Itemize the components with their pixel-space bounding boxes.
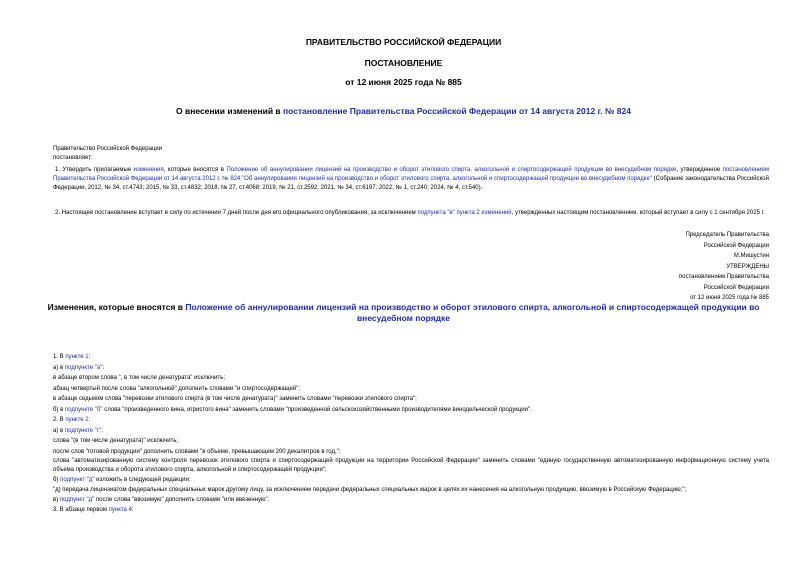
subject-prefix: О внесении изменений в xyxy=(176,106,283,116)
approved-label: УТВЕРЖДЕНЫ xyxy=(726,263,769,270)
changes-title xyxy=(40,302,767,324)
list-item: 3. В абзаце первом пункта 4: xyxy=(53,507,134,513)
signer-position-2: Российской Федерации xyxy=(703,242,769,249)
subpoint-d-link-2[interactable]: подпункт "д" xyxy=(59,496,95,503)
subject-heading xyxy=(0,106,807,116)
point2-text-1: 2. Настоящее постановление вступает в силу по истечении 7 дней после дня его официального опубликования, за исключением xyxy=(55,210,418,216)
list-item: а) в подпункте "а": xyxy=(53,364,105,371)
point-2 xyxy=(53,209,769,218)
point1-text-3: , утвержденное xyxy=(676,167,723,173)
list-item: "д) передача лицензиатом федеральных специальных марок другому лицу, за исключением передачи федеральных специальных марок в целях их нанесения на алкогольную продукцию, ввозимую в Российскую Федерацию;"; xyxy=(53,486,687,493)
decree-link[interactable]: постановлением Правительства Российской Федерации от 14 августа 2012 г. № 824 "Об аннулировании лицензий на производство и оборот этилового спирта, алкогольной и спиртосодержащей продукции во внесудебном порядке" xyxy=(53,167,769,182)
changes-list xyxy=(53,352,769,516)
date-number-heading: от 12 июня 2025 года № 885 xyxy=(345,77,462,87)
government-heading: ПРАВИТЕЛЬСТВО РОССИЙСКОЙ ФЕДЕРАЦИИ xyxy=(305,37,502,47)
changes-title-link[interactable]: Положение об аннулировании лицензий на производство и оборот этилового спирта, алкогольной и спиртосодержащей продукции во внесудебном порядке xyxy=(185,302,760,323)
point1-text-4: (Собрание законодательства Российской Федерации, 2012, № 34, ст.4743; 2015, № 33, ст.4832; 2018, № 27, ст.4068; 2019, № 21, ст.2592; 2021, № 34, ст.6197; 2022, № 1, ст.240; 2024, № 4, ст.540). xyxy=(53,176,770,191)
list-item: слова "автоматизированную систему контроля перевозок этилового спирта и спиртосодержащей продукции на территории Российской Федерации" заменить словами "единую государственную автоматизированную информационную систему учета объема производства и оборота этилового спирта, алкогольной и спиртосодержащей продукции"; xyxy=(53,458,769,473)
list-item: 1. В пункте 1: xyxy=(53,354,91,360)
subpoint-a-link[interactable]: подпункте "а" xyxy=(64,364,103,371)
list-item: в абзаце втором слова ", в том числе денатурата" исключить; xyxy=(53,375,226,381)
list-item: абзац четвертый после слова "алкогольной" дополнить словами "и спиртосодержащей"; xyxy=(53,385,301,392)
intro-block xyxy=(53,145,769,163)
point-2-link[interactable]: пункте 2 xyxy=(65,417,89,423)
subpoint-d-link[interactable]: подпункт "д" xyxy=(60,477,95,483)
signer-position-1: Председатель Правительства xyxy=(685,232,769,238)
changes-link[interactable]: изменения xyxy=(133,167,164,173)
point-1 xyxy=(53,166,769,193)
subpoint-b-link[interactable]: подпункте "б" xyxy=(64,406,103,413)
approved-by-3: от 12 июня 2025 года № 885 xyxy=(690,295,769,301)
approved-by-1: постановлением Правительства xyxy=(678,274,769,280)
point-4-link[interactable]: пункта 4 xyxy=(108,507,132,513)
intro-line-1: Правительство Российской Федерации xyxy=(53,146,163,152)
doc-type-heading: ПОСТАНОВЛЕНИЕ xyxy=(364,58,443,68)
list-item: слова "(в том числе денатурата)" исключить; xyxy=(53,438,179,444)
signer-name: М.Мишустин xyxy=(733,253,769,259)
subpoint-g-link[interactable]: подпункте "г" xyxy=(64,427,102,434)
list-item: после слов "готовой продукции" дополнить словами "в объеме, превышающем 200 декалитров в год,"; xyxy=(53,448,341,455)
point1-text-2: , которые вносятся в xyxy=(163,167,227,173)
regulation-link[interactable]: Положение об аннулировании лицензий на производство и оборот этилового спирта, алкогольной и спиртосодержащей продукции во внесудебном порядке xyxy=(226,167,677,173)
subpoint-link[interactable]: подпункта "в" пункта 2 изменений xyxy=(417,210,512,216)
signature-block xyxy=(469,230,769,304)
approved-by-2: Российской Федерации xyxy=(703,284,769,291)
point-1-link[interactable]: пункте 1 xyxy=(65,354,89,360)
subject-link[interactable]: постановление Правительства Российской Федерации от 14 августа 2012 г. № 824 xyxy=(283,106,631,116)
list-item: б) подпункт "д" изложить в следующей редакции: xyxy=(53,477,191,483)
intro-line-2: постановляет: xyxy=(53,155,93,161)
list-item: а) в подпункте "г": xyxy=(53,427,103,434)
list-item: в) подпункт "д" после слова "ввозимую" дополнить словами "или ввезенную". xyxy=(53,496,270,503)
point1-text-1: 1. Утвердить прилагаемые xyxy=(55,167,134,173)
list-item: в абзаце седьмом слова "перевозки этилового спирта (в том числе денатурата)" заменить словами "перевозки этилового спирта"; xyxy=(53,396,417,402)
list-item: б) в подпункте "б" слова "произведенного вина, игристого вина" заменить словами "произведенной сельскохозяйственными производителями винодельческой продукции". xyxy=(53,406,532,413)
list-item: 2. В пункте 2: xyxy=(53,417,91,423)
changes-title-prefix: Изменения, которые вносятся в xyxy=(47,302,186,312)
point2-text-2: , утвержденных настоящим постановлением, который вступает в силу с 1 сентября 2025 г. xyxy=(511,210,765,216)
